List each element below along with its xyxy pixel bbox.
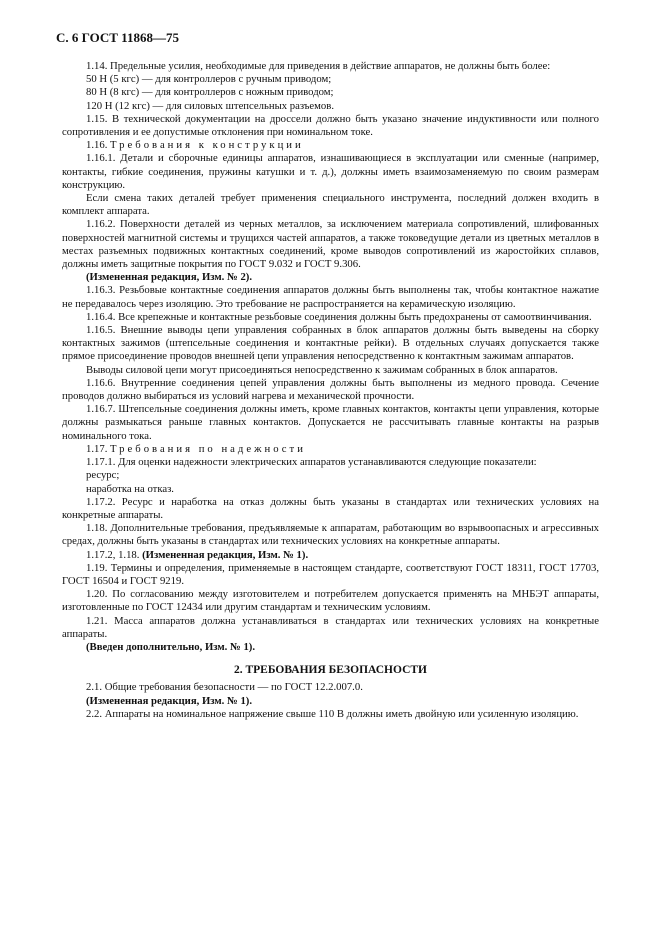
clause-title: Требования к конструкции bbox=[110, 139, 304, 152]
clause-1-16-6: 1.16.6. Внутренние соединения цепей управления должны быть выполнены из медного провода. Сечение проводов должно выбираться из условий нагрева и механической прочности. bbox=[62, 376, 599, 403]
amendment-text: (Измененная редакция, Изм. № 1). bbox=[142, 548, 309, 561]
page-header: С. 6 ГОСТ 11868—75 bbox=[56, 30, 179, 45]
amendment-note: (Измененная редакция, Изм. № 2). bbox=[86, 271, 253, 284]
clause-ref: 1.17.2, 1.18. bbox=[86, 548, 140, 561]
clause-1-15: 1.15. В технической документации на дроссели должно быть указано значение индуктивности или полного сопротивления и ее допустимые отклонения при номинальном токе. bbox=[62, 112, 599, 139]
clause-1-20: 1.20. По согласованию между изготовителем и потребителем допускается применять на МНБЭТ аппараты, изготовленные по ГОСТ 12434 или другим стандартам и техническим условиям. bbox=[62, 588, 599, 614]
clause-2-1: 2.1. Общие требования безопасности — по ГОСТ 12.2.007.0. bbox=[86, 681, 363, 694]
clause-1-16-4: 1.16.4. Все крепежные и контактные резьбовые соединения должны быть предохранены от самоотвинчивания. bbox=[86, 310, 592, 323]
clause-1-16-5: 1.16.5. Внешние выводы цепи управления собранных в блок аппаратов должны быть выведены на сборку контактных зажимов (штепсельные соединения и контактные рейки). В отдельных случаях допускается также прямое присоединение проводов внешней цепи управления непосредственно к контактным зажимам аппаратов. bbox=[62, 324, 599, 363]
clause-1-14: 1.14. Предельные усилия, необходимые для приведения в действие аппаратов, не должны быть более: bbox=[86, 60, 551, 72]
clause-1-16-1: 1.16.1. Детали и сборочные единицы аппаратов, изнашивающиеся в эксплуатации или сменные (например, контакты, гибкие соединения, пружины катушки и т. д.), должны иметь взаимозаменяемую по своим размерам конструкцию. bbox=[62, 152, 599, 191]
clause-1-19: 1.19. Термины и определения, применяемые в настоящем стандарте, соответствуют ГОСТ 18311, ГОСТ 17703, ГОСТ 16504 и ГОСТ 9219. bbox=[62, 561, 599, 587]
force-item: 50 Н (5 кгс) — для контроллеров с ручным приводом; bbox=[86, 73, 332, 86]
clause-1-21: 1.21. Масса аппаратов должна устанавливаться в стандартах или технических условиях на конкретные аппараты. bbox=[62, 614, 599, 640]
clause-1-18: 1.18. Дополнительные требования, предъявляемые к аппаратам, работающим во взрывоопасных и агрессивных средах, должны быть указаны в стандартах или технических условиях на конкретные аппараты. bbox=[62, 522, 599, 548]
indicator-item: ресурс; bbox=[86, 469, 120, 482]
clause-title: Требования по надежности bbox=[110, 442, 306, 455]
force-item: 120 Н (12 кгс) — для силовых штепсельных разъемов. bbox=[86, 99, 334, 112]
amendment-note bbox=[62, 549, 599, 562]
clause-1-16-1-continued: Если смена таких деталей требует применения специального инструмента, последний должен входить в комплект аппарата. bbox=[62, 192, 599, 218]
clause-1-16-heading bbox=[62, 139, 599, 152]
clause-1-16-7: 1.16.7. Штепсельные соединения должны иметь, кроме главных контактов, контакты цепи управления, которые должны размыкаться раньше главных контактов. Допускается не рассчитывать главные контакты на разрыв номинального тока. bbox=[62, 403, 599, 442]
clause-1-16-3: 1.16.3. Резьбовые контактные соединения аппаратов должны быть выполнены так, чтобы контактное нажатие не передавалось через изоляцию. Это требование не распространяется на керамическую изоляцию. bbox=[62, 284, 599, 310]
force-item: 80 Н (8 кгс) — для контроллеров с ножным приводом; bbox=[86, 86, 334, 99]
clause-1-16-5-continued: Выводы силовой цепи могут присоединяться непосредственно к зажимам собранных в блок аппаратов. bbox=[86, 363, 558, 376]
amendment-note: (Введен дополнительно, Изм. № 1). bbox=[86, 640, 256, 653]
clause-number: 1.16. bbox=[86, 139, 108, 152]
clause-1-17-heading bbox=[62, 443, 599, 456]
clause-2-2: 2.2. Аппараты на номинальное напряжение свыше 110 В должны иметь двойную или усиленную изоляцию. bbox=[86, 707, 579, 720]
clause-1-16-2: 1.16.2. Поверхности деталей из черных металлов, за исключением материала сопротивлений, шлифованных поверхностей магнитной системы и трущихся частей аппаратов, а также токоведущие детали из цветных металлов в местах разъемных подвижных контактных соединений, кроме выводов сопротивлений из жаростойких сплавов, должны иметь защитные покрытия по ГОСТ 9.032 и ГОСТ 9.306. bbox=[62, 218, 599, 271]
amendment-note: (Измененная редакция, Изм. № 1). bbox=[86, 694, 253, 707]
indicator-item: наработка на отказ. bbox=[86, 482, 174, 495]
section-2-title: 2. ТРЕБОВАНИЯ БЕЗОПАСНОСТИ bbox=[233, 664, 428, 677]
clause-1-17-1: 1.17.1. Для оценки надежности электрических аппаратов устанавливаются следующие показатели: bbox=[86, 456, 537, 469]
clause-1-17-2: 1.17.2. Ресурс и наработка на отказ должны быть указаны в стандартах или технических условиях на конкретные аппараты. bbox=[62, 495, 599, 521]
clause-number: 1.17. bbox=[86, 442, 108, 455]
